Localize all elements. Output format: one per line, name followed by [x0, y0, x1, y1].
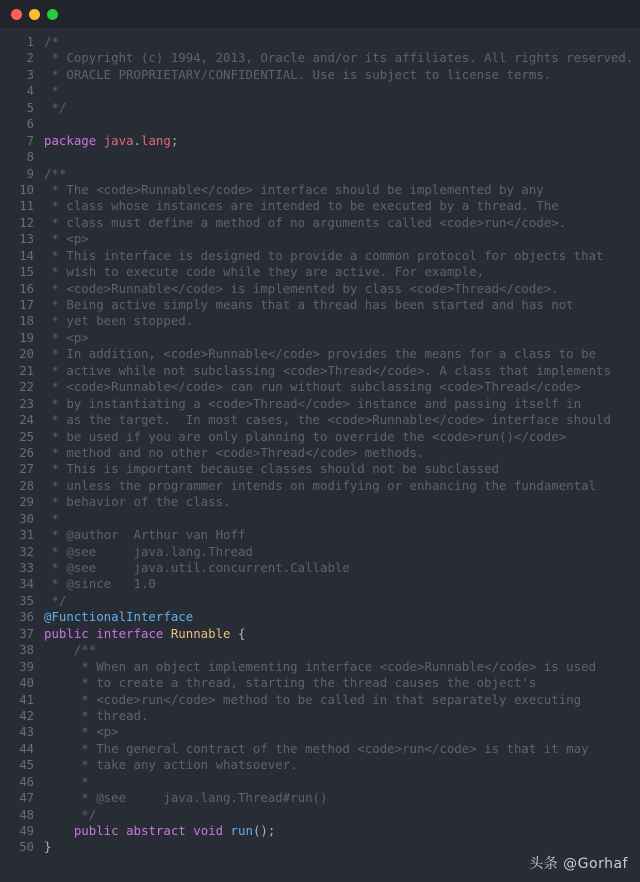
code-text	[42, 264, 640, 280]
line-number: 32	[19, 544, 34, 559]
code-token-comment: * @author Arthur van Hoff	[44, 527, 246, 543]
code-token-comment: * This interface is designed to provide a common protocol for objects that	[44, 247, 604, 263]
code-token-type: Runnable	[170, 625, 231, 641]
line-number: 40	[19, 676, 34, 691]
code-text	[42, 281, 640, 297]
code-token-comment: *	[44, 83, 59, 99]
code-line	[0, 544, 640, 560]
code-line	[0, 264, 640, 280]
code-token-comment: /*	[44, 34, 59, 49]
code-text	[42, 511, 640, 527]
code-token-punct: ;	[170, 132, 179, 148]
code-token-comment: * class must define a method of no arguments called <code>run</code>.	[44, 214, 567, 230]
code-token-comment: * <code>Runnable</code> is implemented by class <code>Thread</code>.	[44, 280, 559, 296]
code-text	[42, 642, 640, 658]
code-line	[0, 297, 640, 313]
code-text	[42, 166, 640, 182]
line-number: 12	[19, 215, 34, 230]
line-number: 23	[19, 396, 34, 411]
line-number: 42	[19, 708, 34, 723]
line-number: 20	[19, 347, 34, 362]
code-text	[42, 544, 640, 560]
line-number: 11	[19, 199, 34, 214]
code-line	[0, 149, 640, 165]
line-number: 13	[19, 232, 34, 247]
code-text	[42, 198, 640, 214]
code-token-keyword: package	[44, 132, 97, 148]
code-token-keyword: interface	[96, 625, 164, 641]
code-text	[42, 741, 640, 757]
line-number: 15	[19, 265, 34, 280]
code-text	[42, 412, 640, 428]
code-text	[42, 215, 640, 231]
code-token-comment: * take any action whatsoever.	[44, 757, 298, 773]
line-number: 34	[19, 577, 34, 592]
code-text	[42, 494, 640, 510]
code-token-comment: * @since 1.0	[44, 576, 156, 592]
code-token-comment: * <code>Runnable</code> can run without subclassing <code>Thread</code>	[44, 379, 582, 395]
code-text	[42, 248, 640, 264]
code-text	[42, 133, 640, 149]
line-number: 36	[19, 610, 34, 625]
code-token-comment: * to create a thread, starting the thread causes the object's	[44, 675, 537, 691]
line-number: 46	[19, 774, 34, 789]
code-line	[0, 346, 640, 362]
line-number: 3	[26, 67, 34, 82]
code-token-comment: * Being active simply means that a thread has been started and has not	[44, 297, 574, 312]
code-line	[0, 445, 640, 461]
code-line	[0, 67, 640, 83]
code-text	[42, 675, 640, 691]
code-token-punct: }	[44, 839, 52, 855]
line-number: 7	[26, 133, 34, 148]
code-line	[0, 379, 640, 395]
line-number: 29	[19, 495, 34, 510]
code-token-comment: * class whose instances are intended to be executed by a thread. The	[44, 198, 559, 214]
code-line	[0, 166, 640, 182]
code-token-punct: .	[133, 132, 141, 148]
code-token-plain	[44, 823, 74, 838]
code-text	[42, 363, 640, 379]
line-number: 27	[19, 462, 34, 477]
code-text	[42, 757, 640, 773]
code-text	[42, 396, 640, 412]
line-number: 48	[19, 807, 34, 822]
close-window-button[interactable]	[11, 9, 22, 20]
code-token-comment: * In addition, <code>Runnable</code> provides the means for a class to be	[44, 346, 597, 362]
line-number: 39	[19, 659, 34, 674]
line-number: 21	[19, 363, 34, 378]
code-line	[0, 412, 640, 428]
code-text	[42, 445, 640, 461]
code-text	[42, 330, 640, 346]
line-number: 18	[19, 314, 34, 329]
maximize-window-button[interactable]	[47, 9, 58, 20]
code-text	[42, 609, 640, 625]
code-line	[0, 708, 640, 724]
code-text	[42, 774, 640, 790]
code-token-comment: * ORACLE PROPRIETARY/CONFIDENTIAL. Use is subject to license terms.	[44, 66, 552, 82]
code-text	[42, 626, 640, 642]
code-line	[0, 757, 640, 773]
code-line	[0, 576, 640, 592]
code-token-comment: * When an object implementing interface <code>Runnable</code> is used	[44, 658, 597, 674]
code-token-plain	[163, 626, 170, 641]
line-number: 1	[26, 35, 34, 49]
code-token-comment: *	[44, 773, 89, 789]
line-number: 45	[19, 758, 34, 773]
line-number: 14	[19, 248, 34, 263]
code-line	[0, 100, 640, 116]
code-text	[42, 182, 640, 198]
line-number: 50	[19, 840, 34, 855]
code-line	[0, 34, 640, 50]
code-text	[42, 231, 640, 247]
line-number: 47	[19, 791, 34, 806]
code-line	[0, 494, 640, 510]
code-editor-area[interactable]	[0, 28, 640, 882]
code-text	[42, 313, 640, 329]
line-number: 26	[19, 445, 34, 460]
code-line	[0, 774, 640, 790]
code-line	[0, 363, 640, 379]
code-text	[42, 708, 640, 724]
code-token-func: run	[230, 823, 253, 838]
code-line	[0, 659, 640, 675]
code-text	[42, 576, 640, 592]
code-token-comment: * thread.	[44, 707, 149, 723]
code-line	[0, 231, 640, 247]
code-line	[0, 198, 640, 214]
code-token-comment: * The <code>Runnable</code> interface should be implemented by any	[44, 181, 544, 197]
code-text	[42, 100, 640, 116]
minimize-window-button[interactable]	[29, 9, 40, 20]
code-token-plain	[223, 823, 230, 838]
code-text	[42, 67, 640, 83]
line-number: 6	[26, 117, 34, 132]
code-token-ns: lang	[141, 132, 171, 148]
line-number: 19	[19, 330, 34, 345]
code-text	[42, 807, 640, 823]
line-number: 28	[19, 478, 34, 493]
code-token-comment: */	[44, 806, 97, 822]
code-token-comment: * yet been stopped.	[44, 313, 194, 329]
code-token-plain	[119, 823, 126, 838]
code-line	[0, 642, 640, 658]
code-line	[0, 692, 640, 708]
line-number: 10	[19, 182, 34, 197]
line-number: 25	[19, 429, 34, 444]
code-line	[0, 790, 640, 806]
line-number: 24	[19, 413, 34, 428]
line-number: 43	[19, 725, 34, 740]
code-token-comment: * be used if you are only planning to override the <code>run()</code>	[44, 428, 567, 444]
code-line	[0, 248, 640, 264]
code-token-comment: /**	[44, 165, 67, 181]
line-number: 5	[26, 100, 34, 115]
code-token-punct: ();	[252, 823, 276, 838]
code-line	[0, 182, 640, 198]
code-text	[42, 379, 640, 395]
line-number: 2	[26, 51, 34, 66]
line-number: 9	[26, 166, 34, 181]
line-number: 44	[19, 741, 34, 756]
code-line	[0, 609, 640, 625]
code-line	[0, 83, 640, 99]
code-token-comment: * <code>run</code> method to be called in that separately executing	[44, 691, 582, 707]
code-text	[42, 149, 640, 165]
line-number: 38	[19, 643, 34, 658]
code-token-comment: * by instantiating a <code>Thread</code> instance and passing itself in	[44, 395, 582, 411]
code-line	[0, 215, 640, 231]
code-text	[42, 527, 640, 543]
code-text	[42, 823, 640, 839]
window-titlebar	[0, 0, 640, 28]
code-line	[0, 626, 640, 642]
code-line	[0, 478, 640, 494]
code-token-comment: * @see java.util.concurrent.Callable	[44, 560, 350, 575]
line-number: 33	[19, 561, 34, 575]
code-line	[0, 461, 640, 477]
code-text	[42, 724, 640, 740]
code-token-plain	[231, 626, 238, 641]
code-token-comment: * unless the programmer intends on modifying or enhancing the fundamental	[44, 477, 597, 493]
watermark-text: 头条 @Gorhaf	[529, 856, 628, 872]
code-line	[0, 133, 640, 149]
code-line	[0, 593, 640, 609]
code-token-keyword: void	[193, 823, 224, 838]
code-line	[0, 313, 640, 329]
code-token-comment: * behavior of the class.	[44, 494, 231, 510]
code-token-comment: * <p>	[44, 231, 89, 247]
line-number: 16	[19, 281, 34, 296]
code-token-comment: * Copyright (c) 1994, 2013, Oracle and/or its affiliates. All rights reserved.	[44, 50, 634, 66]
code-text	[42, 346, 640, 362]
code-text	[42, 560, 640, 576]
code-token-comment: * @see java.lang.Thread#run()	[44, 790, 328, 806]
code-line	[0, 330, 640, 346]
code-token-comment: * <p>	[44, 329, 89, 345]
line-number: 49	[19, 824, 34, 838]
code-token-comment: * <p>	[44, 724, 119, 740]
code-text	[42, 790, 640, 806]
code-line	[0, 429, 640, 445]
code-line	[0, 807, 640, 823]
code-token-comment: * @see java.lang.Thread	[44, 543, 253, 559]
line-number: 8	[26, 150, 34, 165]
code-token-comment: * This is important because classes should not be subclassed	[44, 461, 500, 477]
code-text	[42, 461, 640, 477]
code-line	[0, 560, 640, 576]
code-token-punct: {	[238, 625, 246, 641]
code-token-comment: /**	[44, 642, 97, 658]
code-line	[0, 50, 640, 66]
code-token-comment: * method and no other <code>Thread</code> methods.	[44, 444, 425, 460]
code-token-comment: * active while not subclassing <code>Thread</code>. A class that implements	[44, 362, 611, 378]
code-lines-container	[0, 34, 640, 856]
code-token-ns: java	[103, 132, 134, 148]
line-number: 35	[19, 593, 34, 608]
code-token-comment: */	[44, 592, 67, 608]
code-line	[0, 281, 640, 297]
code-line	[0, 741, 640, 757]
code-token-comment: * as the target. In most cases, the <code>Runnable</code> interface should	[44, 412, 611, 428]
code-line	[0, 675, 640, 691]
code-text	[42, 34, 640, 50]
code-text	[42, 429, 640, 445]
line-number: 37	[19, 626, 34, 641]
code-token-comment: */	[44, 99, 67, 115]
code-token-keyword: public	[73, 823, 119, 838]
code-text	[42, 116, 640, 132]
code-token-keyword: abstract	[126, 823, 186, 838]
line-number: 4	[26, 84, 34, 99]
line-number: 31	[19, 528, 34, 543]
code-token-comment: * The general contract of the method <code>run</code> is that it may	[44, 740, 589, 756]
code-line	[0, 527, 640, 543]
code-line	[0, 724, 640, 740]
line-number: 22	[19, 380, 34, 395]
code-text	[42, 297, 640, 313]
code-token-anno: @FunctionalInterface	[44, 609, 194, 625]
line-number: 30	[19, 511, 34, 526]
line-number: 17	[19, 298, 34, 312]
code-text	[42, 692, 640, 708]
code-line	[0, 511, 640, 527]
line-number: 41	[19, 692, 34, 707]
code-token-keyword: public	[44, 625, 89, 641]
code-text	[42, 659, 640, 675]
code-text	[42, 593, 640, 609]
code-text	[42, 478, 640, 494]
code-token-comment: * wish to execute code while they are active. For example,	[44, 264, 485, 280]
code-text	[42, 83, 640, 99]
code-line	[0, 116, 640, 132]
code-token-comment: *	[44, 510, 59, 526]
code-token-plain	[96, 133, 103, 148]
code-line	[0, 396, 640, 412]
code-line	[0, 823, 640, 839]
code-text	[42, 50, 640, 66]
